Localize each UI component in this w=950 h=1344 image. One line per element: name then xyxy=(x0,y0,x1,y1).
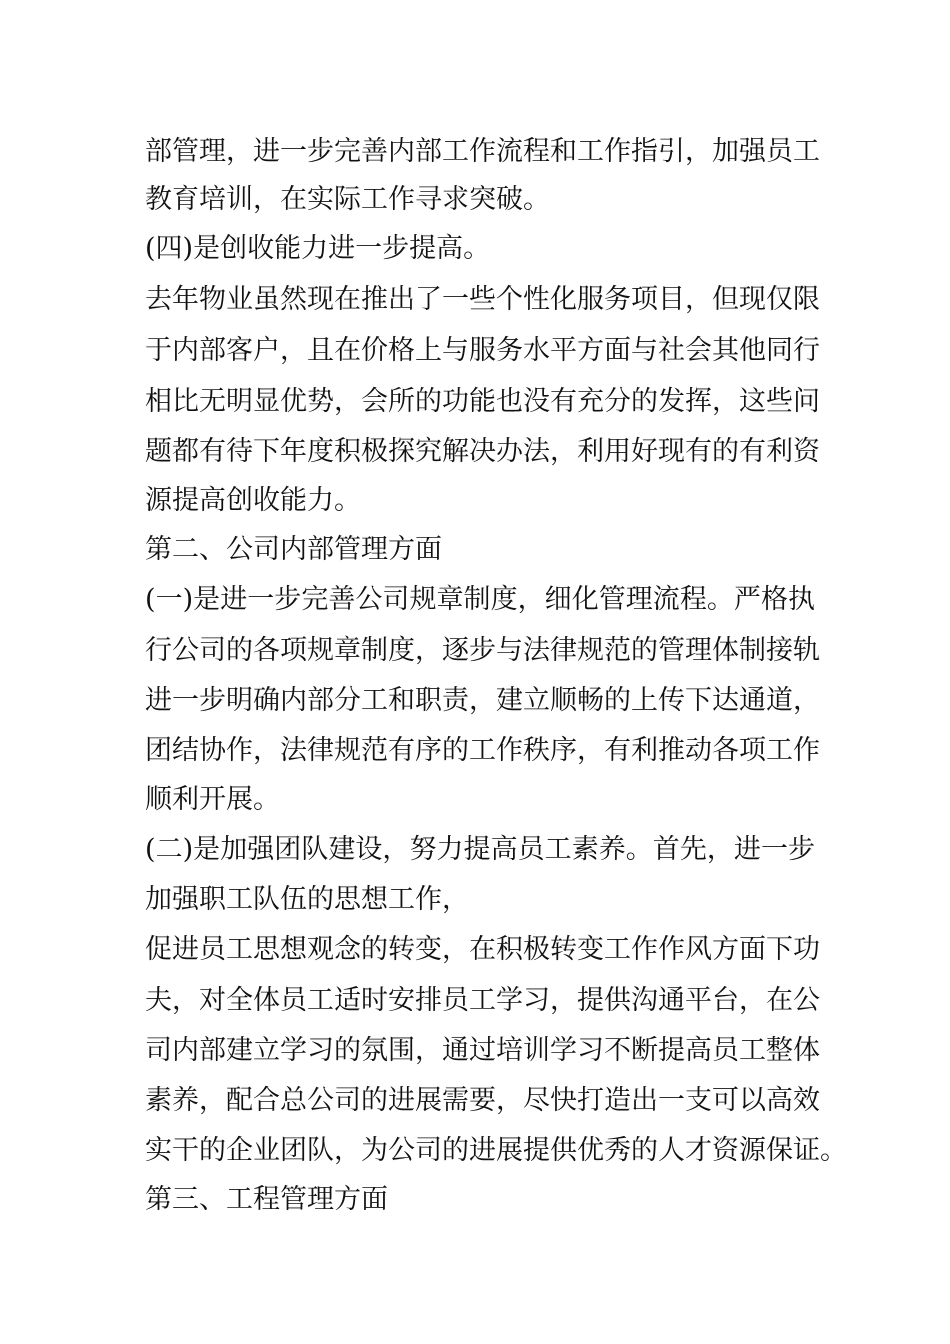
body-text-line: 素养，配合总公司的进展需要，尽快打造出一支可以高效 xyxy=(145,1085,820,1116)
body-text-line: 实干的企业团队，为公司的进展提供优秀的人才资源保证。 xyxy=(145,1135,847,1166)
body-text-line: 夫，对全体员工适时安排员工学习，提供沟通平台，在公 xyxy=(145,985,820,1016)
body-text-line: 行公司的各项规章制度，逐步与法律规范的管理体制接轨 xyxy=(145,635,820,666)
body-text-line: (二)是加强团队建设，努力提高员工素养。首先，进一步 xyxy=(145,834,815,865)
body-text-line: (一)是进一步完善公司规章制度，细化管理流程。严格执 xyxy=(145,584,815,615)
body-text-line: 团结协作，法律规范有序的工作秩序，有利推动各项工作 xyxy=(145,735,820,766)
body-text-line: 部管理，进一步完善内部工作流程和工作指引，加强员工 xyxy=(145,136,820,167)
body-text-line: 于内部客户，且在价格上与服务水平方面与社会其他同行 xyxy=(145,335,820,366)
body-text-line: 顺利开展。 xyxy=(145,784,280,815)
body-text-line: 加强职工队伍的思想工作， xyxy=(145,884,469,915)
section-heading: 第三、工程管理方面 xyxy=(145,1184,388,1215)
body-text-line: 司内部建立学习的氛围，通过培训学习不断提高员工整体 xyxy=(145,1035,820,1066)
body-text-line: 教育培训，在实际工作寻求突破。 xyxy=(145,184,550,215)
section-heading: 第二、公司内部管理方面 xyxy=(145,534,442,565)
body-text-line: 进一步明确内部分工和职责，建立顺畅的上传下达通道， xyxy=(145,685,820,716)
body-text-line: 去年物业虽然现在推出了一些个性化服务项目，但现仅限 xyxy=(145,284,820,315)
body-text-line: 相比无明显优势，会所的功能也没有充分的发挥，这些问 xyxy=(145,386,820,417)
body-text-line: 源提高创收能力。 xyxy=(145,485,361,516)
section-heading: (四)是创收能力进一步提高。 xyxy=(145,233,491,264)
body-text-line: 促进员工思想观念的转变，在积极转变工作作风方面下功 xyxy=(145,934,820,965)
body-text-line: 题都有待下年度积极探究解决办法，利用好现有的有利资 xyxy=(145,436,820,467)
